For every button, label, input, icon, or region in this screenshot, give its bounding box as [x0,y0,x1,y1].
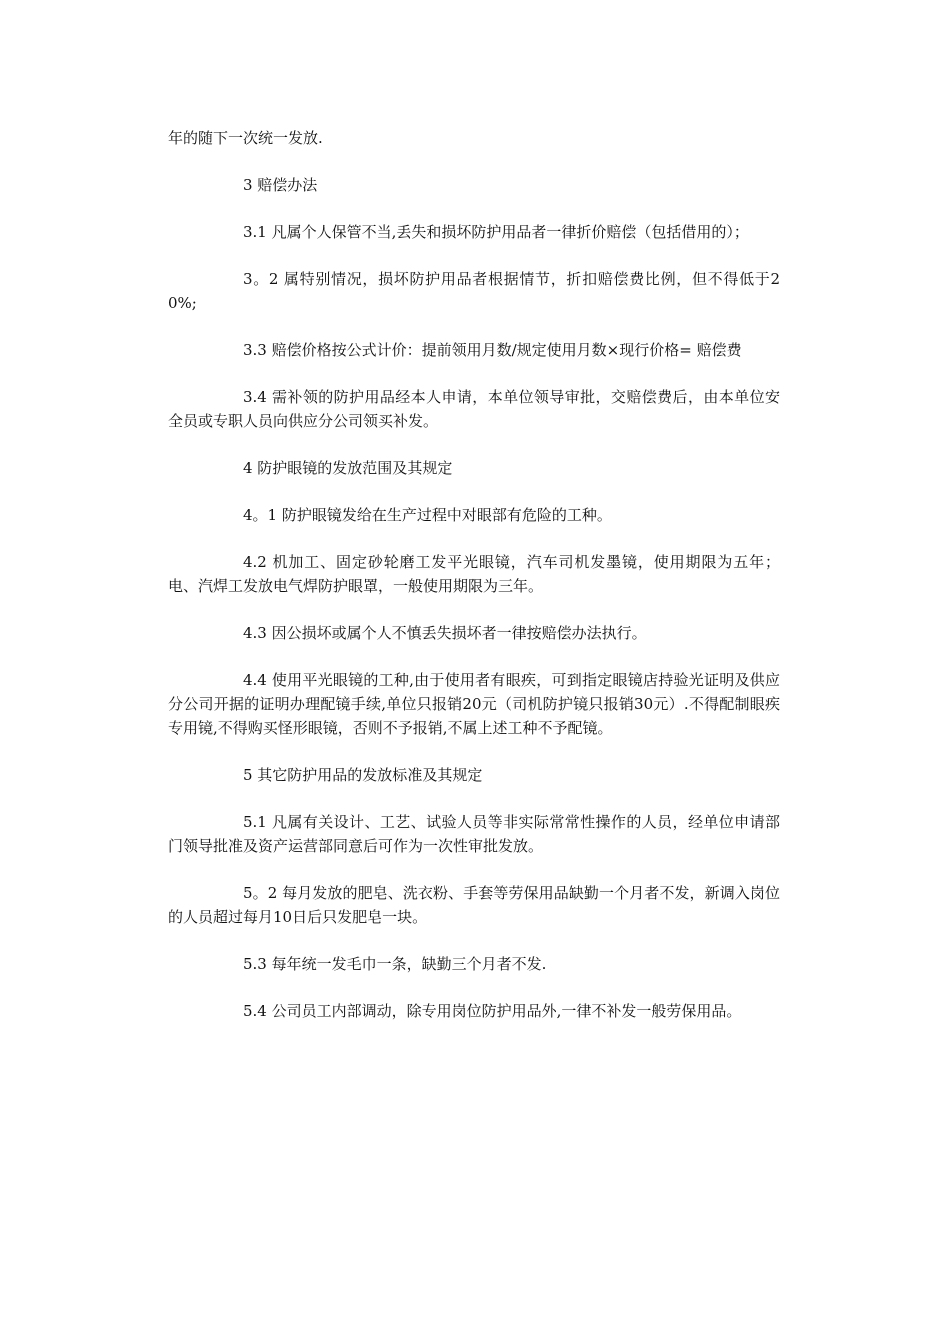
paragraph-4-2: 4.2 机加工、固定砂轮磨工发平光眼镜，汽车司机发墨镜，使用期限为五年；电、汽焊工发放电气焊防护眼罩，一般使用期限为三年。 [168,553,780,595]
paragraph-3-3: 3.3 赔偿价格按公式计价：提前领用月数/规定使用月数×现行价格= 赔偿费 [243,341,742,359]
paragraph-5-2: 5。2 每月发放的肥皂、洗衣粉、手套等劳保用品缺勤一个月者不发，新调入岗位的人员超过每月10日后只发肥皂一块。 [168,884,780,926]
paragraph-4-1: 4。1 防护眼镜发给在生产过程中对眼部有危险的工种。 [243,506,612,524]
document-body [168,126,780,1046]
paragraph-5-3: 5.3 每年统一发毛巾一条，缺勤三个月者不发. [243,955,547,973]
paragraph-3-4: 3.4 需补领的防护用品经本人申请，本单位领导审批，交赔偿费后，由本单位安全员或专职人员向供应分公司领买补发。 [168,388,780,430]
paragraph-4-3: 4.3 因公损坏或属个人不慎丢失损坏者一律按赔偿办法执行。 [243,624,647,642]
paragraph-5-4: 5.4 公司员工内部调动，除专用岗位防护用品外,一律不补发一般劳保用品。 [243,1002,742,1020]
paragraph-3-1: 3.1 凡属个人保管不当,丢失和损坏防护用品者一律折价赔偿（包括借用的）； [243,223,749,241]
section-heading-3: 3 赔偿办法 [243,176,318,194]
paragraph-continuation: 年的随下一次统一发放. [168,129,323,147]
section-heading-4: 4 防护眼镜的发放范围及其规定 [243,459,453,477]
paragraph-5-1: 5.1 凡属有关设计、工艺、试验人员等非实际常常性操作的人员，经单位申请部门领导批准及资产运营部同意后可作为一次性审批发放。 [168,813,780,855]
section-heading-5: 5 其它防护用品的发放标准及其规定 [243,766,483,784]
paragraph-3-2: 3。2 属特别情况，损坏防护用品者根据情节，折扣赔偿费比例，但不得低于20%; [168,270,780,312]
paragraph-4-4: 4.4 使用平光眼镜的工种,由于使用者有眼疾，可到指定眼镜店持验光证明及供应分公司开据的证明办理配镜手续,单位只报销20元（司机防护镜只报销30元）.不得配制眼疾专用镜,不得购买怪形眼镜，否则不予报销,不属上述工种不予配镜。 [168,671,780,737]
